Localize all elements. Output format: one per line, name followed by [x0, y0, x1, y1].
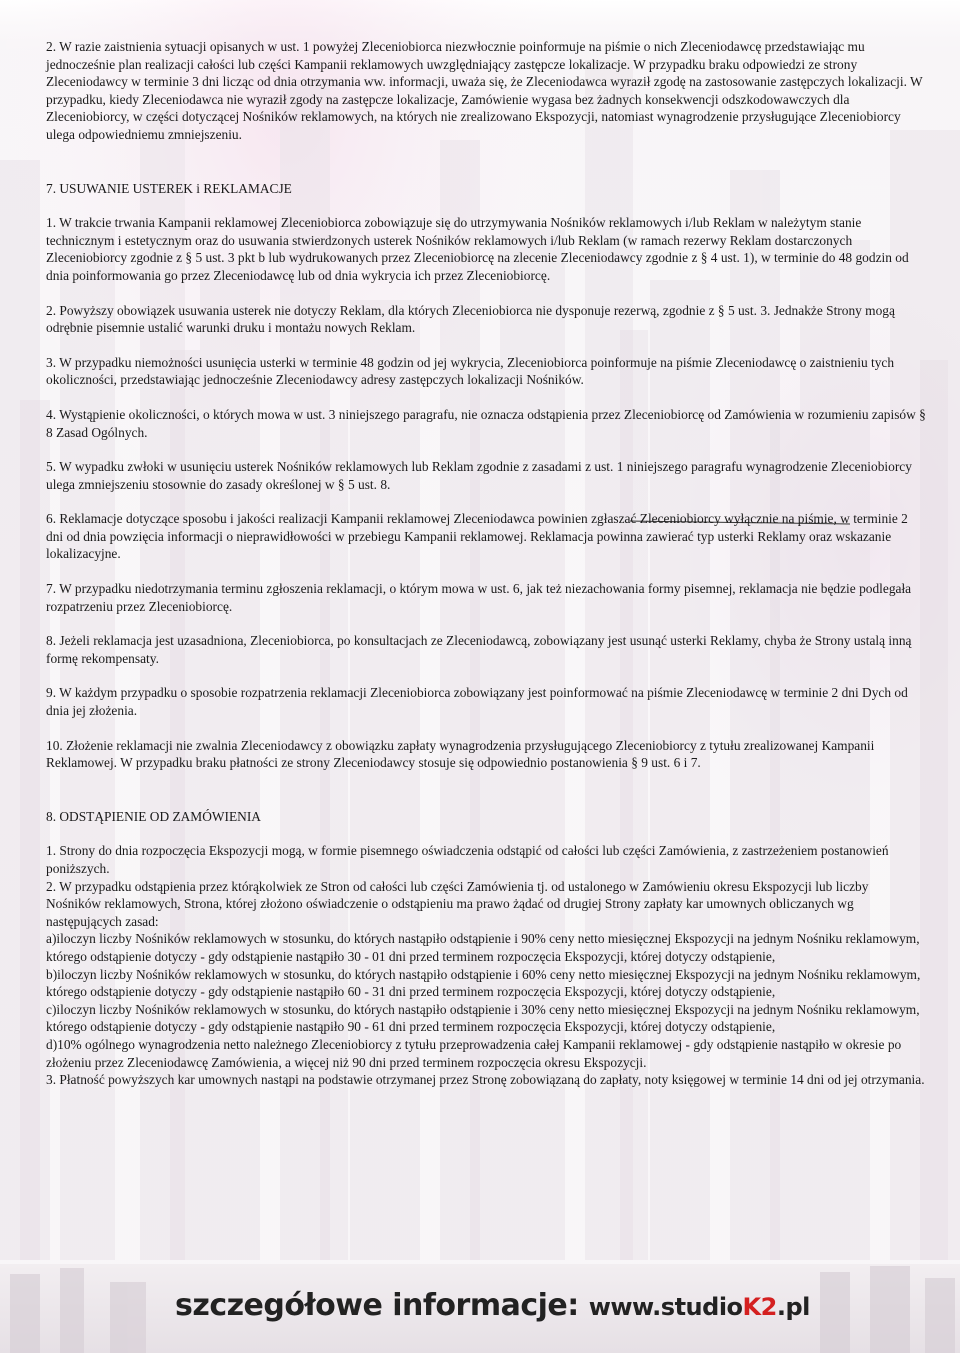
- section8-paragraph-1: 1. Strony do dnia rozpoczęcia Ekspozycji mogą, w formie pisemnego oświadczenia odstąpić od całości lub części Zamówienia, z zastrzeżeniem postanowień poniższych.: [46, 843, 889, 876]
- section7-paragraph-2: 2. Powyższy obowiązek usuwania usterek nie dotyczy Reklam, dla których Zleceniobiorca nie dysponuje rezerwą, zgodnie z § 5 ust. 3. Jednakże Strony mogą odrębnie pisemnie ustalić warunki druku i montażu nowych Reklam.: [46, 302, 895, 336]
- section7-paragraph-9: 9. W każdym przypadku o sposobie rozpatrzenia reklamacji Zleceniobiorca zobowiązany jest poinformować na piśmie Zleceniodawcę w terminie 2 dni Dych od dnia jej złożenia.: [46, 685, 908, 719]
- section7-paragraph-7: 7. W przypadku niedotrzymania terminu zgłoszenia reklamacji, o którym mowa w ust. 6, jak też niezachowania formy pisemnej, reklamacja nie będzie podlegała rozpatrzeniu przez Zleceniobiorcę.: [46, 581, 912, 614]
- section7-heading: 7. USUWANIE USTEREK i REKLAMACJE: [46, 180, 292, 196]
- footer-label: szczegółowe informacje:: [175, 1288, 589, 1323]
- section6-paragraph-2: 2. W razie zaistnienia sytuacji opisanych w ust. 1 powyżej Zleceniobiorca niezwłocznie poinformuje na piśmie o nich Zleceniodawcę przedstawiając mu jednocześnie plan realizacji całości lub części Kampanii reklamowych uwzględniający zastępcze lokalizacje. W przypadku braku odpowiedzi ze strony Zleceniodawcy w terminie 3 dni licząc od dnia otrzymania ww. informacji, uważa się, że Zleceniodawca wyraził zgodę na zastosowanie zastępczych lokalizacji. W przypadku, kiedy Zleceniodawca nie wyraził zgody na zastępcze lokalizacje, Zamówienie wygasa bez żadnych konsekwencji odszkodowawczych dla Zleceniobiorcy, w części dotyczącej Nośników reklamowych, na których nie zrealizowano Ekspozycji, natomiast wynagrodzenie przysługujące Zleceniobiorcy ulega odpowiedniemu zmniejszeniu.: [46, 39, 923, 142]
- section8-paragraph-3: 3. Płatność powyższych kar umownych nastąpi na podstawie otrzymanej przez Stronę zobowiązaną do zapłaty, noty księgowej w terminie 14 dni od jej otrzymania.: [46, 1072, 925, 1088]
- section7-paragraph-6: 6. Reklamacje dotyczące sposobu i jakości realizacji Kampanii reklamowej Zleceniodawca powinien zgłaszać Zleceniobiorcy wyłącznie na piśmie, w terminie 2 dni od dnia powzięcia informacji o nieprawidłowości w przebiegu Kampanii reklamowej. Reklamacja powinna zawierać typ usterki Reklamy oraz wskazanie lokalizacyjne.: [46, 511, 908, 562]
- section7-paragraph-8: 8. Jeżeli reklamacja jest uzasadniona, Zleceniobiorca, po konsultacjach ze Zleceniodawcą, zobowiązany jest usunąć usterki Reklamy, chyba że Strony ustalą inną formę rekompensaty.: [46, 633, 912, 666]
- section8-paragraph-2: 2. W przypadku odstąpienia przez którąkolwiek ze Stron od całości lub części Zamówienia tj. od ustalonego w Zamówieniu okresu Ekspozycji lub liczby Nośników reklamowych, Strona, której złożono oświadczenie o odstąpieniu ma prawo żądać od drugiej Strony zapłaty kar umownych obliczanych wg następujących zasad:: [46, 878, 869, 929]
- section7-paragraph-5: 5. W wypadku zwłoki w usunięciu usterek Nośników reklamowych lub Reklam zgodnie z zasadami z ust. 1 niniejszego paragrafu wynagrodzenie Zleceniobiorcy ulega zmniejszeniu stosownie do zasady określonej w § 5 ust. 8.: [46, 459, 912, 492]
- section7-paragraph-1: 1. W trakcie trwania Kampanii reklamowej Zleceniobiorca zobowiązuje się do utrzymywania Nośników reklamowych i/lub Reklam w należytym stanie technicznym i estetycznym oraz do usuwania stwierdzonych usterek Nośników reklamowych i/lub Reklam (w ramach rezerwy Reklam dostarczonych Zleceniobiorcy zgodnie z § 5 ust. 3 pkt b lub wydrukowanych przez Zleceniobiorcę na zlecenie Zleceniodawcy zgodnie z § 4 ust. 1), w terminie do 48 godzin od dnia poinformowania go przez Zleceniodawcę lub od dnia wykrycia ich przez Zleceniobiorcę.: [46, 215, 909, 283]
- section8-item-b: b)iloczyn liczby Nośników reklamowych w stosunku, do których nastąpiło odstąpienie i 60% ceny netto miesięcznej Ekspozycji na jednym Nośniku reklamowym, którego odstąpienie dotyczy - gdy odstąpienie nastąpiło 60 - 31 dni przed terminem rozpoczęcia Ekspozycji, której dotyczy odstąpienie,: [46, 966, 921, 1000]
- footer-url-prefix: www.studio: [588, 1293, 743, 1321]
- section7-paragraph-10: 10. Złożenie reklamacji nie zwalnia Zleceniodawcy z obowiązku zapłaty wynagrodzenia przysługującego Zleceniobiorcy z tytułu zrealizowanej Kampanii Reklamowej. W przypadku braku płatności ze strony Zleceniodawcy stosuje się odpowiednio postanowienia § 9 ust. 6 i 7.: [46, 737, 875, 771]
- section7-paragraph-4: 4. Wystąpienie okoliczności, o których mowa w ust. 3 niniejszego paragrafu, nie oznacza odstąpienia przez Zleceniobiorcę od Zamówienia w rozumieniu zapisów § 8 Zasad Ogólnych.: [46, 406, 926, 440]
- footer-url-brand: K2: [742, 1293, 777, 1321]
- section8-item-a: a)iloczyn liczby Nośników reklamowych w stosunku, do których nastąpiło odstąpienie i 90% ceny netto miesięcznej Ekspozycji na jednym Nośniku reklamowym, którego odstąpienie dotyczy - gdy odstąpienie nastąpiło 30 - 01 dni przed terminem rozpoczęcia Ekspozycji, której dotyczy odstąpienie,: [46, 931, 920, 964]
- section8-item-d: d)10% ogólnego wynagrodzenia netto należnego Zleceniobiorcy z tytułu przeprowadzenia całej Kampanii reklamowej - gdy odstąpienie nastąpiło w okresie po złożeniu przez Zleceniodawcę Zamówienia, a więcej niż 90 dni przed terminem rozpoczęcia okresu Ekspozycji.: [46, 1036, 902, 1070]
- footer-contact: [175, 1288, 810, 1323]
- footer-url-suffix: .pl: [776, 1293, 810, 1321]
- section8-heading: 8. ODSTĄPIENIE OD ZAMÓWIENIA: [46, 808, 261, 824]
- section7-paragraph-3: 3. W przypadku niemożności usunięcia usterki w terminie 48 godzin od jej wykrycia, Zleceniobiorca poinformuje na piśmie Zleceniodawcę o zaistnieniu tych okoliczności, przedstawiając jednocześnie Zleceniodawcy adresy zastępczych lokalizacji Nośników.: [46, 354, 895, 388]
- footer-url[interactable]: [589, 1293, 810, 1321]
- document-page: [46, 38, 926, 1089]
- section8-item-c: c)iloczyn liczby Nośników reklamowych w stosunku, do których nastąpiło odstąpienie i 30% ceny netto miesięcznej Ekspozycji na jednym Nośniku reklamowym, którego odstąpienie dotyczy - gdy odstąpienie nastąpiło 90 - 61 dni przed terminem rozpoczęcia Ekspozycji, której dotyczy odstąpienie,: [46, 1001, 920, 1035]
